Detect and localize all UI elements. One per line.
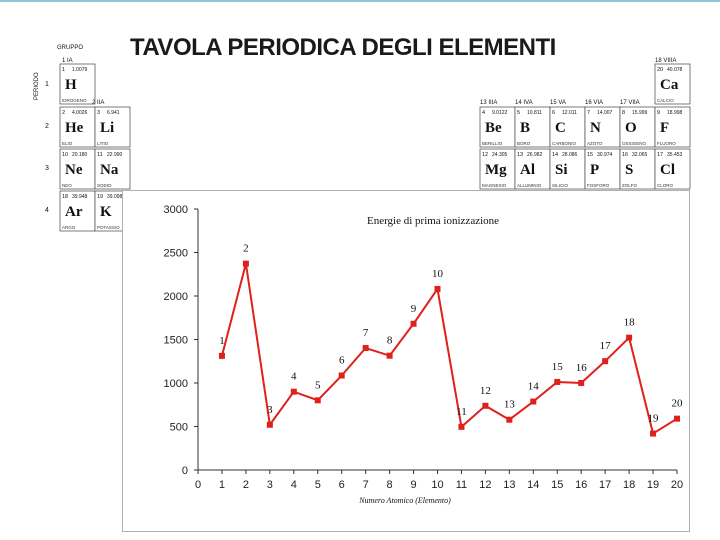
group-label-18: 18 VIIIA <box>655 58 677 64</box>
x-tick-label: 14 <box>527 479 540 491</box>
element-cell-ca <box>655 64 690 104</box>
data-label: 2 <box>243 242 249 255</box>
element-mass: 35.453 <box>667 152 683 158</box>
element-cell-cl <box>655 149 690 189</box>
element-cell-si <box>550 149 585 189</box>
element-mass: 4.0026 <box>72 110 88 116</box>
element-cell-c <box>550 107 585 147</box>
element-mass: 15.999 <box>632 110 648 116</box>
data-label: 19 <box>647 412 659 425</box>
element-cell-al <box>515 149 550 189</box>
element-name: FLUORO <box>657 141 676 146</box>
data-point <box>339 373 345 379</box>
data-point <box>530 399 536 405</box>
element-z: 8 <box>622 110 626 116</box>
element-cell-o <box>620 107 655 147</box>
data-label: 10 <box>432 267 443 280</box>
x-tick-label: 0 <box>194 479 202 491</box>
element-mass: 40.078 <box>667 67 683 73</box>
element-mass: 32.065 <box>632 152 648 158</box>
element-z: 20 <box>657 67 664 73</box>
y-tick-label: 1000 <box>163 378 188 390</box>
data-point <box>243 261 249 267</box>
data-label: 16 <box>575 362 587 374</box>
group-label-13: 13 IIIA <box>480 100 498 106</box>
element-mass: 18.998 <box>667 110 683 116</box>
x-tick-label: 20 <box>670 479 684 491</box>
x-axis-label: Numero Atomico (Elemento) <box>359 496 451 505</box>
data-label: 5 <box>315 379 321 392</box>
element-mass: 14.007 <box>597 110 613 116</box>
data-label: 11 <box>456 405 467 418</box>
element-symbol: P <box>590 162 600 178</box>
element-symbol: Mg <box>485 162 507 178</box>
element-name: NEO <box>62 183 72 188</box>
element-name: CALCIO <box>657 98 674 103</box>
element-name: ELIO <box>62 141 73 146</box>
element-z: 5 <box>517 110 521 116</box>
group-header: GRUPPO <box>57 45 84 51</box>
element-cell-p <box>585 149 620 189</box>
group-label-2: 2 IIA <box>92 100 105 106</box>
element-name: OSSIGENO <box>622 141 647 146</box>
data-point <box>482 403 488 409</box>
element-z: 13 <box>517 152 524 158</box>
element-z: 12 <box>482 152 489 158</box>
y-tick-label: 2000 <box>163 291 188 303</box>
element-cell-be <box>480 107 515 147</box>
group-label-16: 16 VIA <box>585 100 604 106</box>
element-name: CLORO <box>657 183 674 188</box>
element-z: 4 <box>482 110 486 116</box>
period-label-3: 3 <box>45 165 49 172</box>
element-cell-b <box>515 107 550 147</box>
element-z: 17 <box>657 152 664 158</box>
element-symbol: Ca <box>660 77 679 93</box>
element-symbol: Ne <box>65 162 83 178</box>
data-label: 12 <box>479 384 491 397</box>
element-z: 10 <box>62 152 69 158</box>
element-mass: 39.098 <box>107 194 123 200</box>
element-cell-na <box>95 149 130 189</box>
element-symbol: F <box>660 120 670 136</box>
element-symbol: Al <box>520 162 535 178</box>
element-cell-n <box>585 107 620 147</box>
element-z: 18 <box>62 194 69 200</box>
data-label: 7 <box>362 327 369 340</box>
data-label: 20 <box>671 397 683 410</box>
data-point <box>387 353 393 359</box>
x-tick-label: 16 <box>575 479 588 491</box>
chart-title: Energie di prima ionizzazione <box>366 215 500 227</box>
x-tick-label: 12 <box>479 479 492 491</box>
element-mass: 22.990 <box>107 152 123 158</box>
y-tick-label: 2500 <box>163 247 188 260</box>
data-label: 8 <box>386 334 393 347</box>
element-symbol: B <box>520 120 531 136</box>
element-symbol: O <box>625 120 637 136</box>
group-label-15: 15 VA <box>550 100 566 106</box>
element-symbol: K <box>100 204 112 220</box>
element-mass: 9.0122 <box>492 110 508 116</box>
element-z: 16 <box>622 152 629 158</box>
element-mass: 1.0079 <box>72 67 88 73</box>
data-point <box>458 424 464 430</box>
x-tick-label: 18 <box>622 479 636 491</box>
period-label-2: 2 <box>45 123 49 130</box>
x-tick-label: 2 <box>242 479 249 491</box>
element-mass: 6.941 <box>107 110 120 116</box>
element-cell-mg <box>480 149 515 189</box>
element-z: 7 <box>587 110 591 116</box>
element-mass: 24.305 <box>492 152 508 158</box>
element-mass: 30.974 <box>597 152 613 158</box>
element-z: 11 <box>97 152 103 158</box>
element-cell-f <box>655 107 690 147</box>
element-mass: 26.982 <box>527 152 543 158</box>
x-tick-label: 7 <box>362 479 369 491</box>
element-mass: 28.086 <box>562 152 578 158</box>
period-label-1: 1 <box>45 81 49 88</box>
element-z: 2 <box>62 110 66 116</box>
element-mass: 20.180 <box>72 152 88 158</box>
slide-title: TAVOLA PERIODICA DEGLI ELEMENTI <box>130 34 556 61</box>
x-tick-label: 9 <box>410 479 417 491</box>
element-mass: 10.811 <box>527 110 542 116</box>
element-symbol: He <box>65 120 84 136</box>
element-name: LITIO <box>97 141 109 146</box>
element-symbol: Si <box>555 162 568 178</box>
x-tick-label: 5 <box>314 479 321 491</box>
element-z: 15 <box>587 152 594 158</box>
element-name: MAGNESIO <box>482 183 507 188</box>
y-tick-label: 1500 <box>163 334 188 347</box>
element-symbol: Be <box>485 120 502 136</box>
element-z: 1 <box>62 67 66 73</box>
x-tick-label: 8 <box>386 479 393 491</box>
element-z: 3 <box>97 110 101 116</box>
element-name: SILICIO <box>552 183 569 188</box>
element-symbol: C <box>555 120 566 136</box>
x-tick-label: 10 <box>431 479 444 491</box>
element-cell-ne <box>60 149 95 189</box>
group-label-1: 1 IA <box>62 58 73 64</box>
period-header: PERIODO <box>34 72 40 100</box>
data-point <box>315 397 321 403</box>
element-name: CARBONIO <box>552 141 577 146</box>
y-tick-label: 0 <box>181 465 188 477</box>
data-label: 3 <box>267 403 273 416</box>
element-name: POTASSIO <box>97 225 120 230</box>
element-symbol: Ar <box>65 204 83 220</box>
element-z: 14 <box>552 152 559 158</box>
data-point <box>506 417 512 423</box>
data-label: 18 <box>623 316 635 329</box>
data-point <box>602 358 608 364</box>
data-point <box>267 422 273 428</box>
element-name: BERILLIO <box>482 141 503 146</box>
ionization-energy-chart <box>123 191 691 533</box>
x-tick-label: 1 <box>218 479 226 491</box>
element-name: BORO <box>517 141 531 146</box>
data-label: 1 <box>219 334 225 347</box>
element-mass: 12.011 <box>562 110 577 116</box>
element-mass: 39.948 <box>72 194 88 200</box>
element-name: SODIO <box>97 183 112 188</box>
x-tick-label: 17 <box>599 479 612 491</box>
data-point <box>650 431 656 437</box>
data-point <box>435 286 441 292</box>
data-point <box>674 416 680 422</box>
x-tick-label: 11 <box>455 479 468 491</box>
x-tick-label: 4 <box>290 479 297 491</box>
chart-panel <box>122 190 690 532</box>
element-name: ALLUMINIO <box>517 183 542 188</box>
element-cell-h <box>60 64 95 104</box>
x-tick-label: 15 <box>551 479 564 491</box>
data-point <box>626 335 632 341</box>
element-name: ARGO <box>62 225 76 230</box>
y-tick-label: 500 <box>169 421 188 434</box>
group-label-17: 17 VIIA <box>620 100 640 106</box>
data-label: 13 <box>503 398 515 411</box>
data-label: 9 <box>410 302 417 315</box>
data-point <box>291 389 297 395</box>
y-tick-label: 3000 <box>163 204 188 216</box>
period-label-4: 4 <box>45 207 49 214</box>
element-symbol: Na <box>100 162 119 178</box>
element-symbol: Li <box>100 120 115 136</box>
data-point <box>554 379 560 385</box>
element-name: IDROGENO <box>62 98 87 103</box>
data-label: 14 <box>527 380 539 393</box>
data-point <box>578 380 584 386</box>
x-tick-label: 13 <box>503 479 516 491</box>
x-tick-label: 6 <box>338 479 345 491</box>
element-cell-li <box>95 107 130 147</box>
element-symbol: S <box>625 162 634 178</box>
element-symbol: Cl <box>660 162 675 178</box>
element-z: 19 <box>97 194 104 200</box>
data-label: 15 <box>551 360 563 373</box>
element-cell-ar <box>60 191 95 231</box>
element-symbol: H <box>65 77 77 93</box>
data-label: 4 <box>291 370 297 383</box>
element-symbol: N <box>590 120 601 136</box>
data-label: 17 <box>599 340 611 353</box>
element-cell-he <box>60 107 95 147</box>
element-name: ZOLFO <box>622 183 638 188</box>
x-tick-label: 3 <box>266 479 273 491</box>
element-z: 6 <box>552 110 556 116</box>
element-cell-s <box>620 149 655 189</box>
data-point <box>219 353 225 359</box>
x-tick-label: 19 <box>646 479 660 491</box>
data-label: 6 <box>338 354 345 367</box>
element-name: FOSFORO <box>587 183 610 188</box>
group-label-14: 14 IVA <box>515 100 533 106</box>
element-z: 9 <box>657 110 661 116</box>
data-point <box>411 321 417 327</box>
data-point <box>363 345 369 351</box>
element-name: AZOTO <box>587 141 603 146</box>
